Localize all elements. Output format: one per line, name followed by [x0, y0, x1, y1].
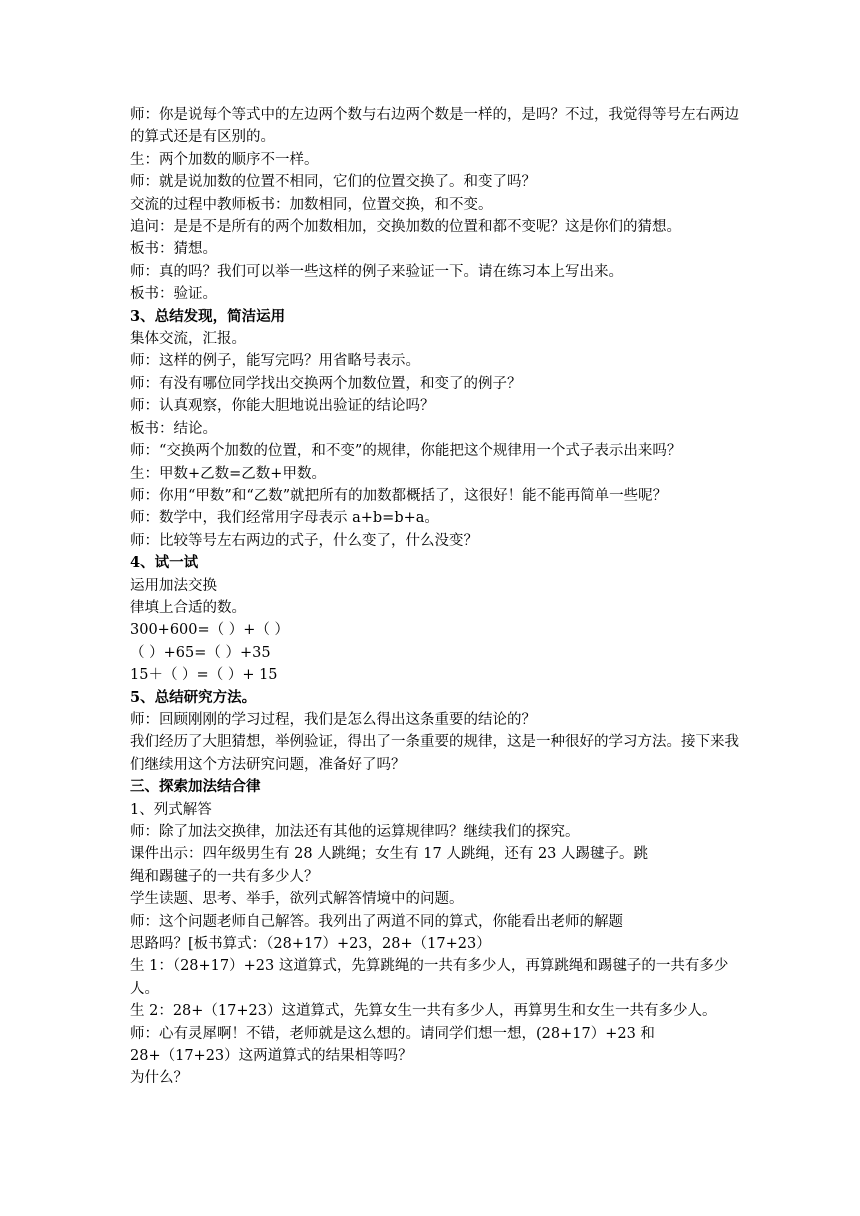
exercise-line-2: （ ）+65=（ ）+35	[130, 644, 271, 661]
text-line-3: 师：就是说加数的位置不相同，它们的位置交换了。和变了吗？	[130, 174, 536, 191]
text-line-14: 板书：结论。	[130, 420, 217, 437]
text-line-27: 师：回顾刚刚的学习过程，我们是怎么得出这条重要的结论的？	[130, 711, 536, 728]
exercise-line-3: 15＋（ ）=（ ）+ 15	[130, 667, 278, 684]
text-line-35: 师：这个问题老师自己解答。我列出了两道不同的算式，你能看出老师的解题	[130, 913, 623, 930]
text-line-10: 集体交流，汇报。	[130, 331, 246, 348]
text-line-31: 师：除了加法交换律，加法还有其他的运算规律吗？继续我们的探究。	[130, 824, 580, 840]
text-line-17: 师：你用“甲数”和“乙数”就把所有的加数都概括了，这很好！能不能再简单一些呢？	[130, 487, 668, 504]
text-line-2: 生：两个加数的顺序不一样。	[130, 151, 319, 168]
exercise-line-1: 300+600=（ ）+（ ）	[130, 622, 290, 639]
text-line-5: 追问：是是不是所有的两个加数相加，交换加数的位置和都不变呢？这是你们的猜想。	[130, 219, 681, 236]
text-line-18: 师：数学中，我们经常用字母表示 a+b=b+a。	[130, 510, 439, 527]
text-line-33: 绳和踢毽子的一共有多少人？	[130, 868, 319, 885]
text-line-4: 交流的过程中教师板书：加数相同，位置交换，和不变。	[130, 196, 493, 213]
text-line-1: 师：你是说每个等式中的左边两个数与右边两个数是一样的，是吗？不过，我觉得等号左右两边的算式还是有区别的。	[130, 107, 739, 146]
text-line-32: 课件出示：四年级男生有 28 人跳绳；女生有 17 人跳绳，还有 23 人踢毽子。跳	[130, 846, 649, 863]
section-heading-3: 3、总结发现，简洁运用	[130, 307, 286, 325]
text-line-11: 师：这样的例子，能写完吗？用省略号表示。	[130, 353, 420, 370]
text-line-36: 思路吗？[板书算式：（28+17）+23，28+（17+23）	[130, 936, 491, 953]
text-line-37: 生 1：（28+17）+23 这道算式，先算跳绳的一共有多少人，再算跳绳和踢毽子的一共有多少人。	[130, 958, 729, 997]
text-line-12: 师：有没有哪位同学找出交换两个加数位置，和变了的例子？	[130, 375, 522, 392]
text-line-19: 师：比较等号左右两边的式子，什么变了，什么没变？	[130, 532, 478, 549]
text-line-22: 律填上合适的数。	[130, 599, 246, 616]
text-line-30: 1、列式解答	[130, 801, 212, 818]
text-line-38: 生 2：28+（17+23）这道算式，先算女生一共有多少人，再算男生和女生一共有多少人。	[130, 1003, 717, 1020]
section-heading-4: 4、试一试	[130, 554, 199, 572]
section-heading-5: 5、总结研究方法。	[130, 688, 257, 706]
chapter-heading-3: 三、探索加法结合律	[130, 778, 261, 796]
text-line-28: 我们经历了大胆猜想，举例验证，得出了一条重要的规律，这是一种很好的学习方法。接下来我们继续用这个方法研究问题，准备好了吗？	[130, 734, 739, 773]
text-line-8: 板书：验证。	[130, 286, 217, 303]
text-line-15: 师：“交换两个加数的位置，和不变”的规律，你能把这个规律用一个式子表示出来吗？	[130, 443, 682, 460]
text-line-39: 师：心有灵犀啊！不错，老师就是这么想的。请同学们想一想，(28+17）+23 和 28+（17+23）这两道算式的结果相等吗？	[130, 1025, 655, 1065]
text-line-16: 生：甲数+乙数=乙数+甲数。	[130, 465, 326, 482]
text-line-6: 板书：猜想。	[130, 241, 217, 258]
text-line-21: 运用加法交换	[130, 577, 217, 594]
text-line-40: 为什么？	[130, 1070, 188, 1087]
text-line-7: 师：真的吗？我们可以举一些这样的例子来验证一下。请在练习本上写出来。	[130, 263, 623, 280]
text-line-34: 学生读题、思考、举手，欲列式解答情境中的问题。	[130, 891, 464, 908]
text-line-13: 师：认真观察，你能大胆地说出验证的结论吗？	[130, 398, 435, 415]
